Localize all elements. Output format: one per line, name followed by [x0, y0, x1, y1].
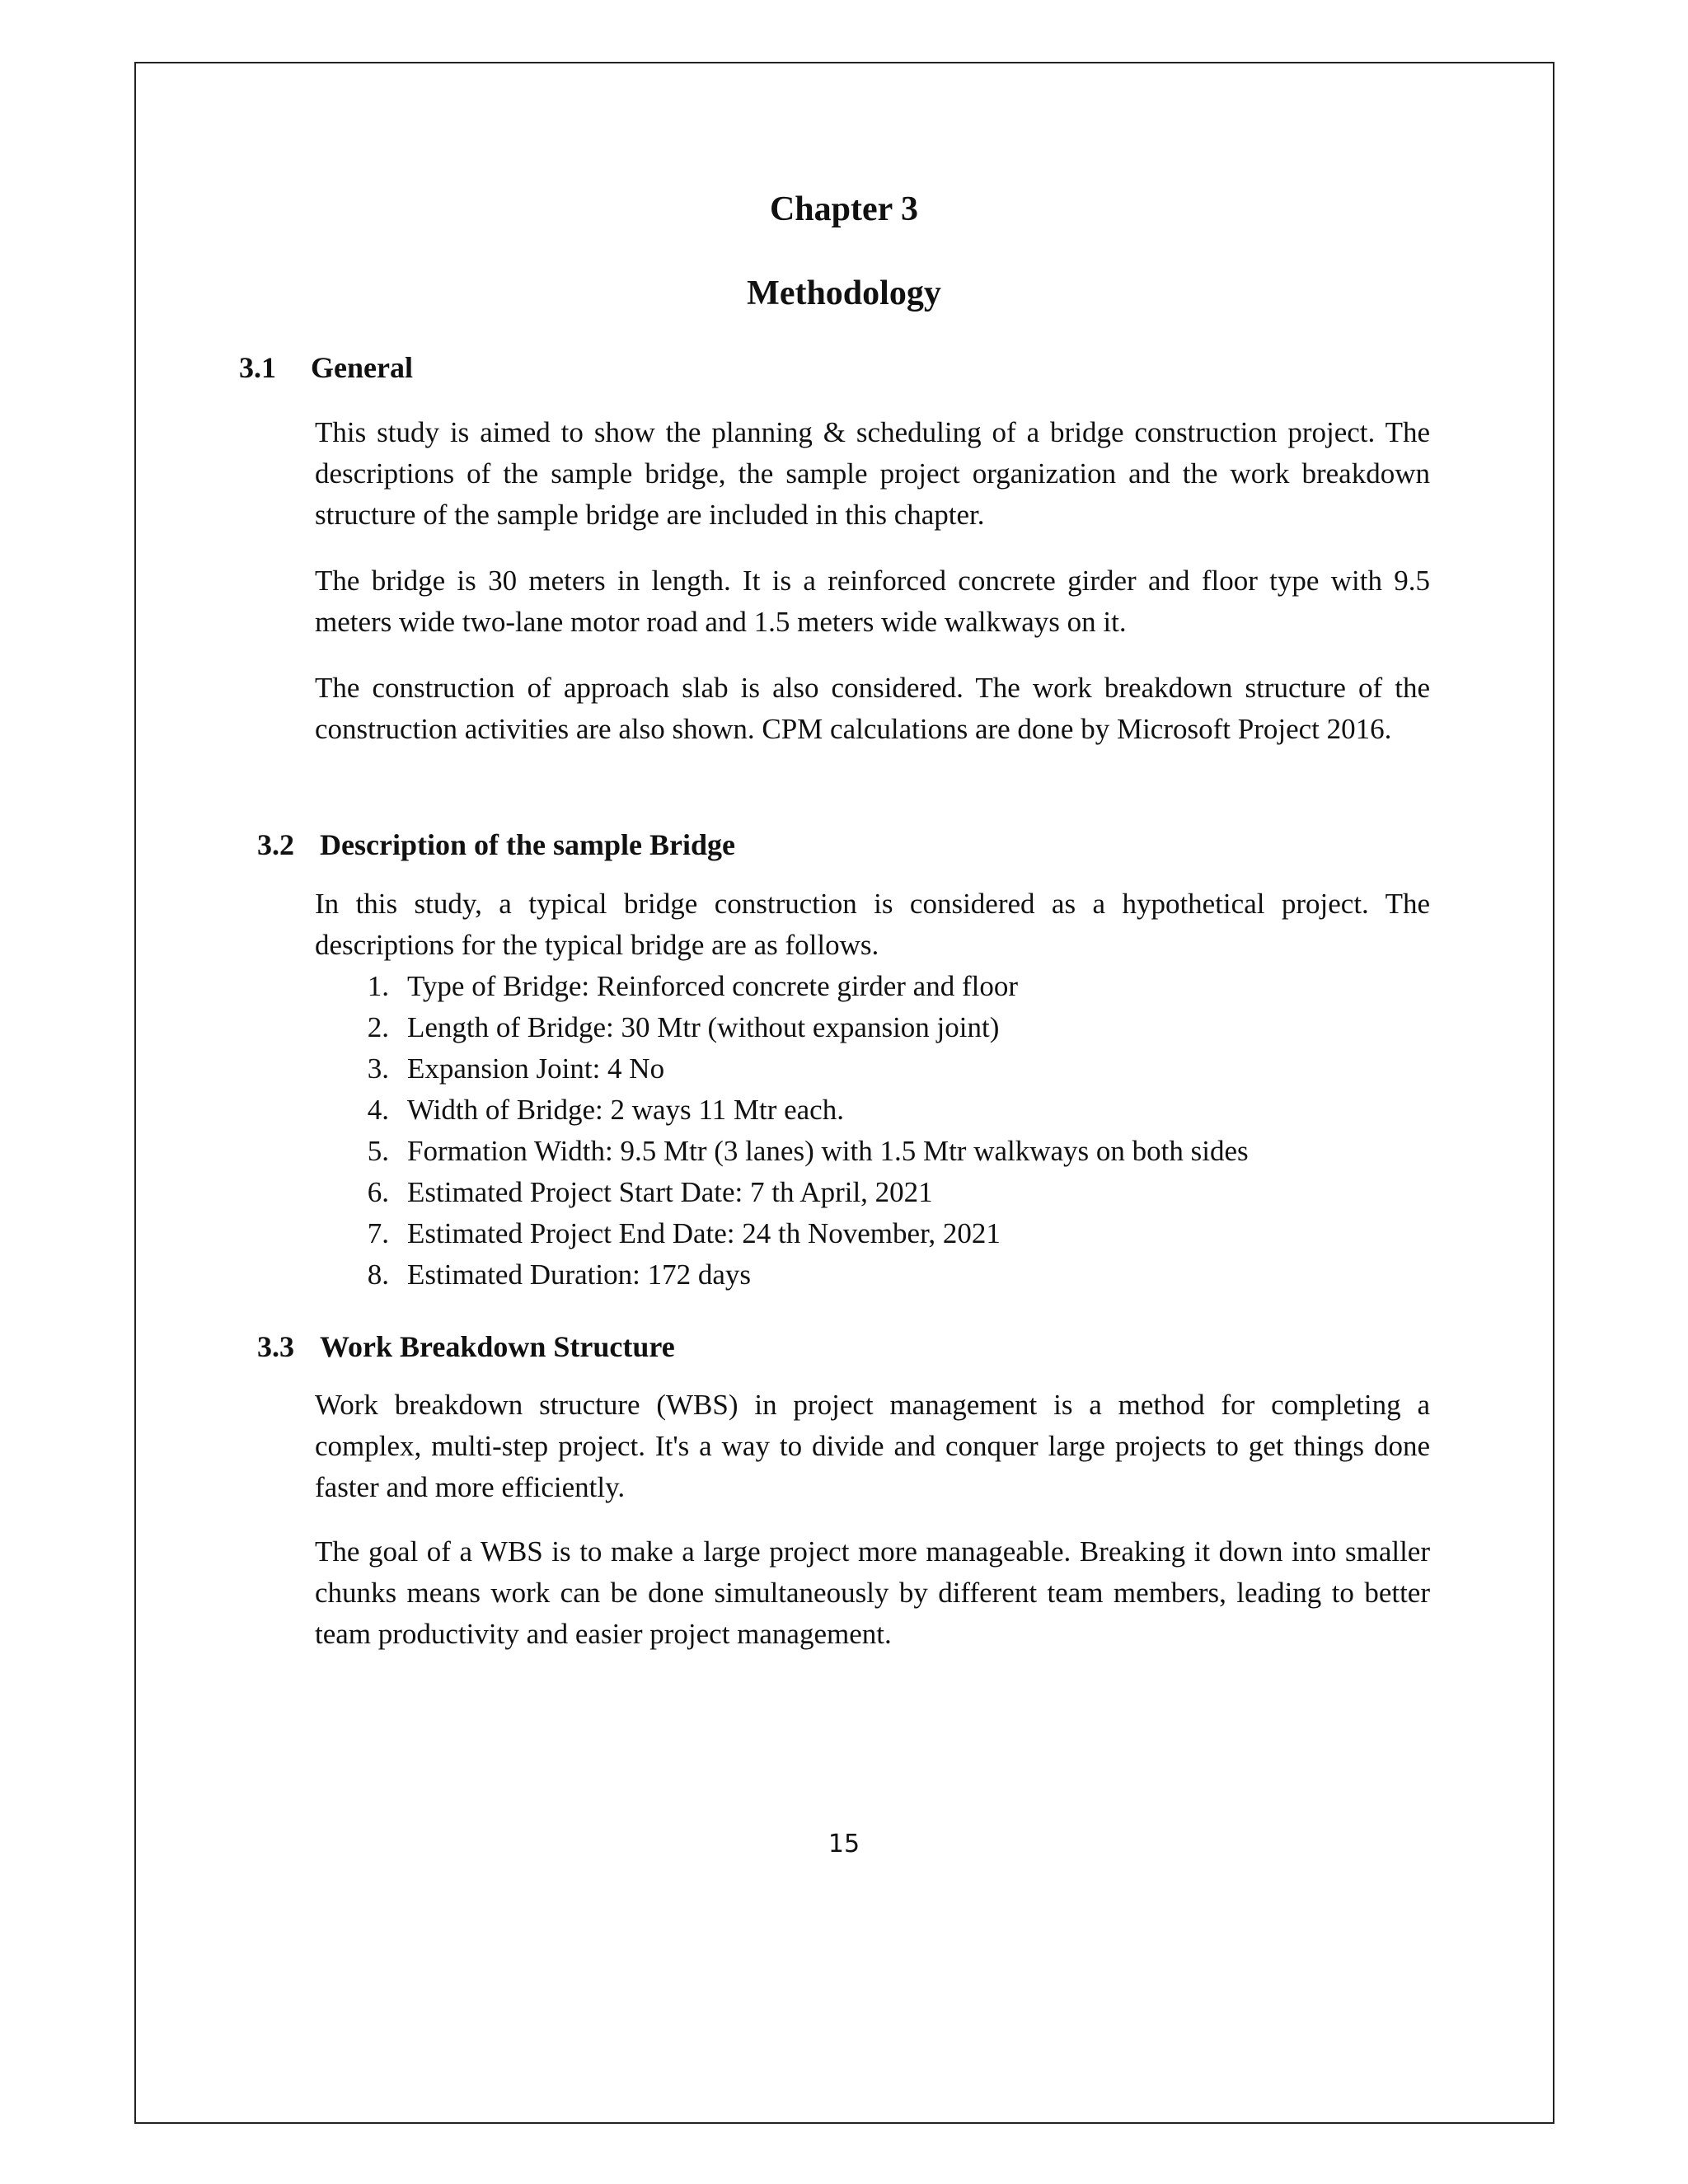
list-item: 4. Width of Bridge: 2 ways 11 Mtr each. [367, 1094, 844, 1126]
paragraph: In this study, a typical bridge construction is considered as a hypothetical project. The descriptions for the typical bridge are as follows. [315, 888, 1430, 961]
chapter-subtitle: Methodology [747, 274, 941, 312]
section-heading-general [239, 349, 413, 386]
page-number: 15 [828, 1830, 860, 1858]
paragraph: The construction of approach slab is also considered. The work breakdown structure of the construction activities are also shown. CPM calculations are done by Microsoft Project 2016. [315, 672, 1430, 745]
list-item: 8. Estimated Duration: 172 days [367, 1258, 752, 1291]
list-item: 2. Length of Bridge: 30 Mtr (without expansion joint) [367, 1011, 1000, 1043]
paragraph: The goal of a WBS is to make a large project more manageable. Breaking it down into smaller chunks means work can be done simultaneously by different team members, leading to better team productivity and easier project management. [315, 1535, 1430, 1650]
list-item: 3. Expansion Joint: 4 No [367, 1052, 665, 1085]
section-number: 3.3 [257, 1330, 294, 1363]
section-title: Work Breakdown Structure [320, 1330, 675, 1363]
section-number: 3.2 [257, 828, 294, 861]
list-item: 1. Type of Bridge: Reinforced concrete girder and floor [367, 970, 1018, 1002]
section-heading-wbs [257, 1329, 675, 1365]
section-title: General [311, 351, 413, 384]
bridge-description-list [356, 966, 1428, 1296]
section-heading-description [257, 827, 735, 863]
section-number: 3.1 [239, 351, 276, 384]
chapter-title: Chapter 3 [769, 190, 919, 228]
paragraph: This study is aimed to show the planning & scheduling of a bridge construction project. The descriptions of the sample bridge, the sample project organization and the work breakdown structure of the sample bridge are included in this chapter. [315, 416, 1430, 531]
list-item: 5. Formation Width: 9.5 Mtr (3 lanes) with 1.5 Mtr walkways on both sides [367, 1135, 1249, 1167]
list-item: 7. Estimated Project End Date: 24 th November, 2021 [367, 1217, 1001, 1249]
paragraph: Work breakdown structure (WBS) in project management is a method for completing a complex, multi-step project. It's a way to divide and conquer large projects to get things done faster and more efficiently. [315, 1389, 1430, 1503]
paragraph: The bridge is 30 meters in length. It is a reinforced concrete girder and floor type with 9.5 meters wide two-lane motor road and 1.5 meters wide walkways on it. [315, 565, 1430, 638]
list-item: 6. Estimated Project Start Date: 7 th April, 2021 [367, 1176, 933, 1208]
section-title: Description of the sample Bridge [320, 828, 735, 861]
